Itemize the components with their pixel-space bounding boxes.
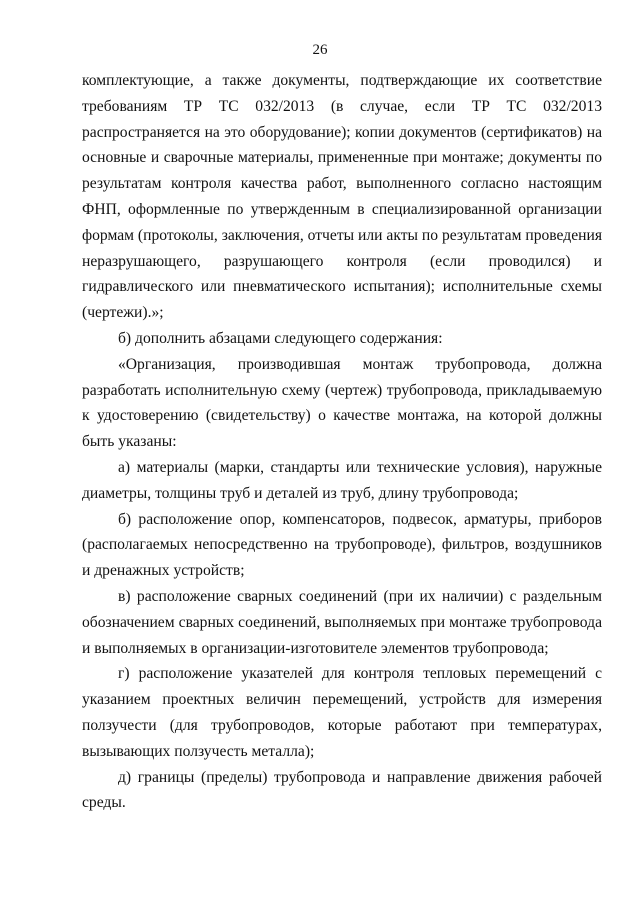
list-item-b: б) расположение опор, компенсаторов, подвесок, арматуры, приборов (располагаемых непосредственно на трубопроводе), фильтров, воздушников и дренажных устройств; [82, 510, 602, 580]
list-item-g: г) расположение указателей для контроля тепловых перемещений с указанием проектных величин перемещений, устройств для измерения ползучести (для трубопроводов, которые работают при температурах, вызывающих ползучесть металла); [82, 665, 602, 760]
list-item-d: д) границы (пределы) трубопровода и направление движения рабочей среды. [82, 768, 602, 812]
document-body [82, 68, 602, 816]
page-number: 26 [312, 42, 328, 58]
paragraph-amendment-b: б) дополнить абзацами следующего содержания: [118, 329, 443, 347]
list-item-v: в) расположение сварных соединений (при их наличии) с раздельным обозначением сварных соединений, выполняемых при монтаже трубопровода и выполняемых в организации-изготовителе элементов трубопровода; [82, 587, 602, 657]
paragraph-continuation: комплектующие, а также документы, подтверждающие их соответствие требованиям ТР ТС 032/2013 (в случае, если ТР ТС 032/2013 распространяется на это оборудование); копии документов (сертификатов) на основные и сварочные материалы, примененные при монтаже; документы по результатам контроля качества работ, выполненного согласно настоящим ФНП, оформленные по утвержденным в специализированной организации формам (протоколы, заключения, отчеты или акты по результатам проведения неразрушающего, разрушающего контроля (если проводился) и гидравлического или пневматического испытания); исполнительные схемы (чертежи).»; [82, 72, 602, 322]
paragraph-quote-intro: «Организация, производившая монтаж трубопровода, должна разработать исполнительную схему (чертеж) трубопровода, прикладываемую к удостоверению (свидетельству) о качестве монтажа, на которой должны быть указаны: [82, 355, 602, 451]
list-item-a: а) материалы (марки, стандарты или технические условия), наружные диаметры, толщины труб и деталей из труб, длину трубопровода; [82, 458, 602, 502]
